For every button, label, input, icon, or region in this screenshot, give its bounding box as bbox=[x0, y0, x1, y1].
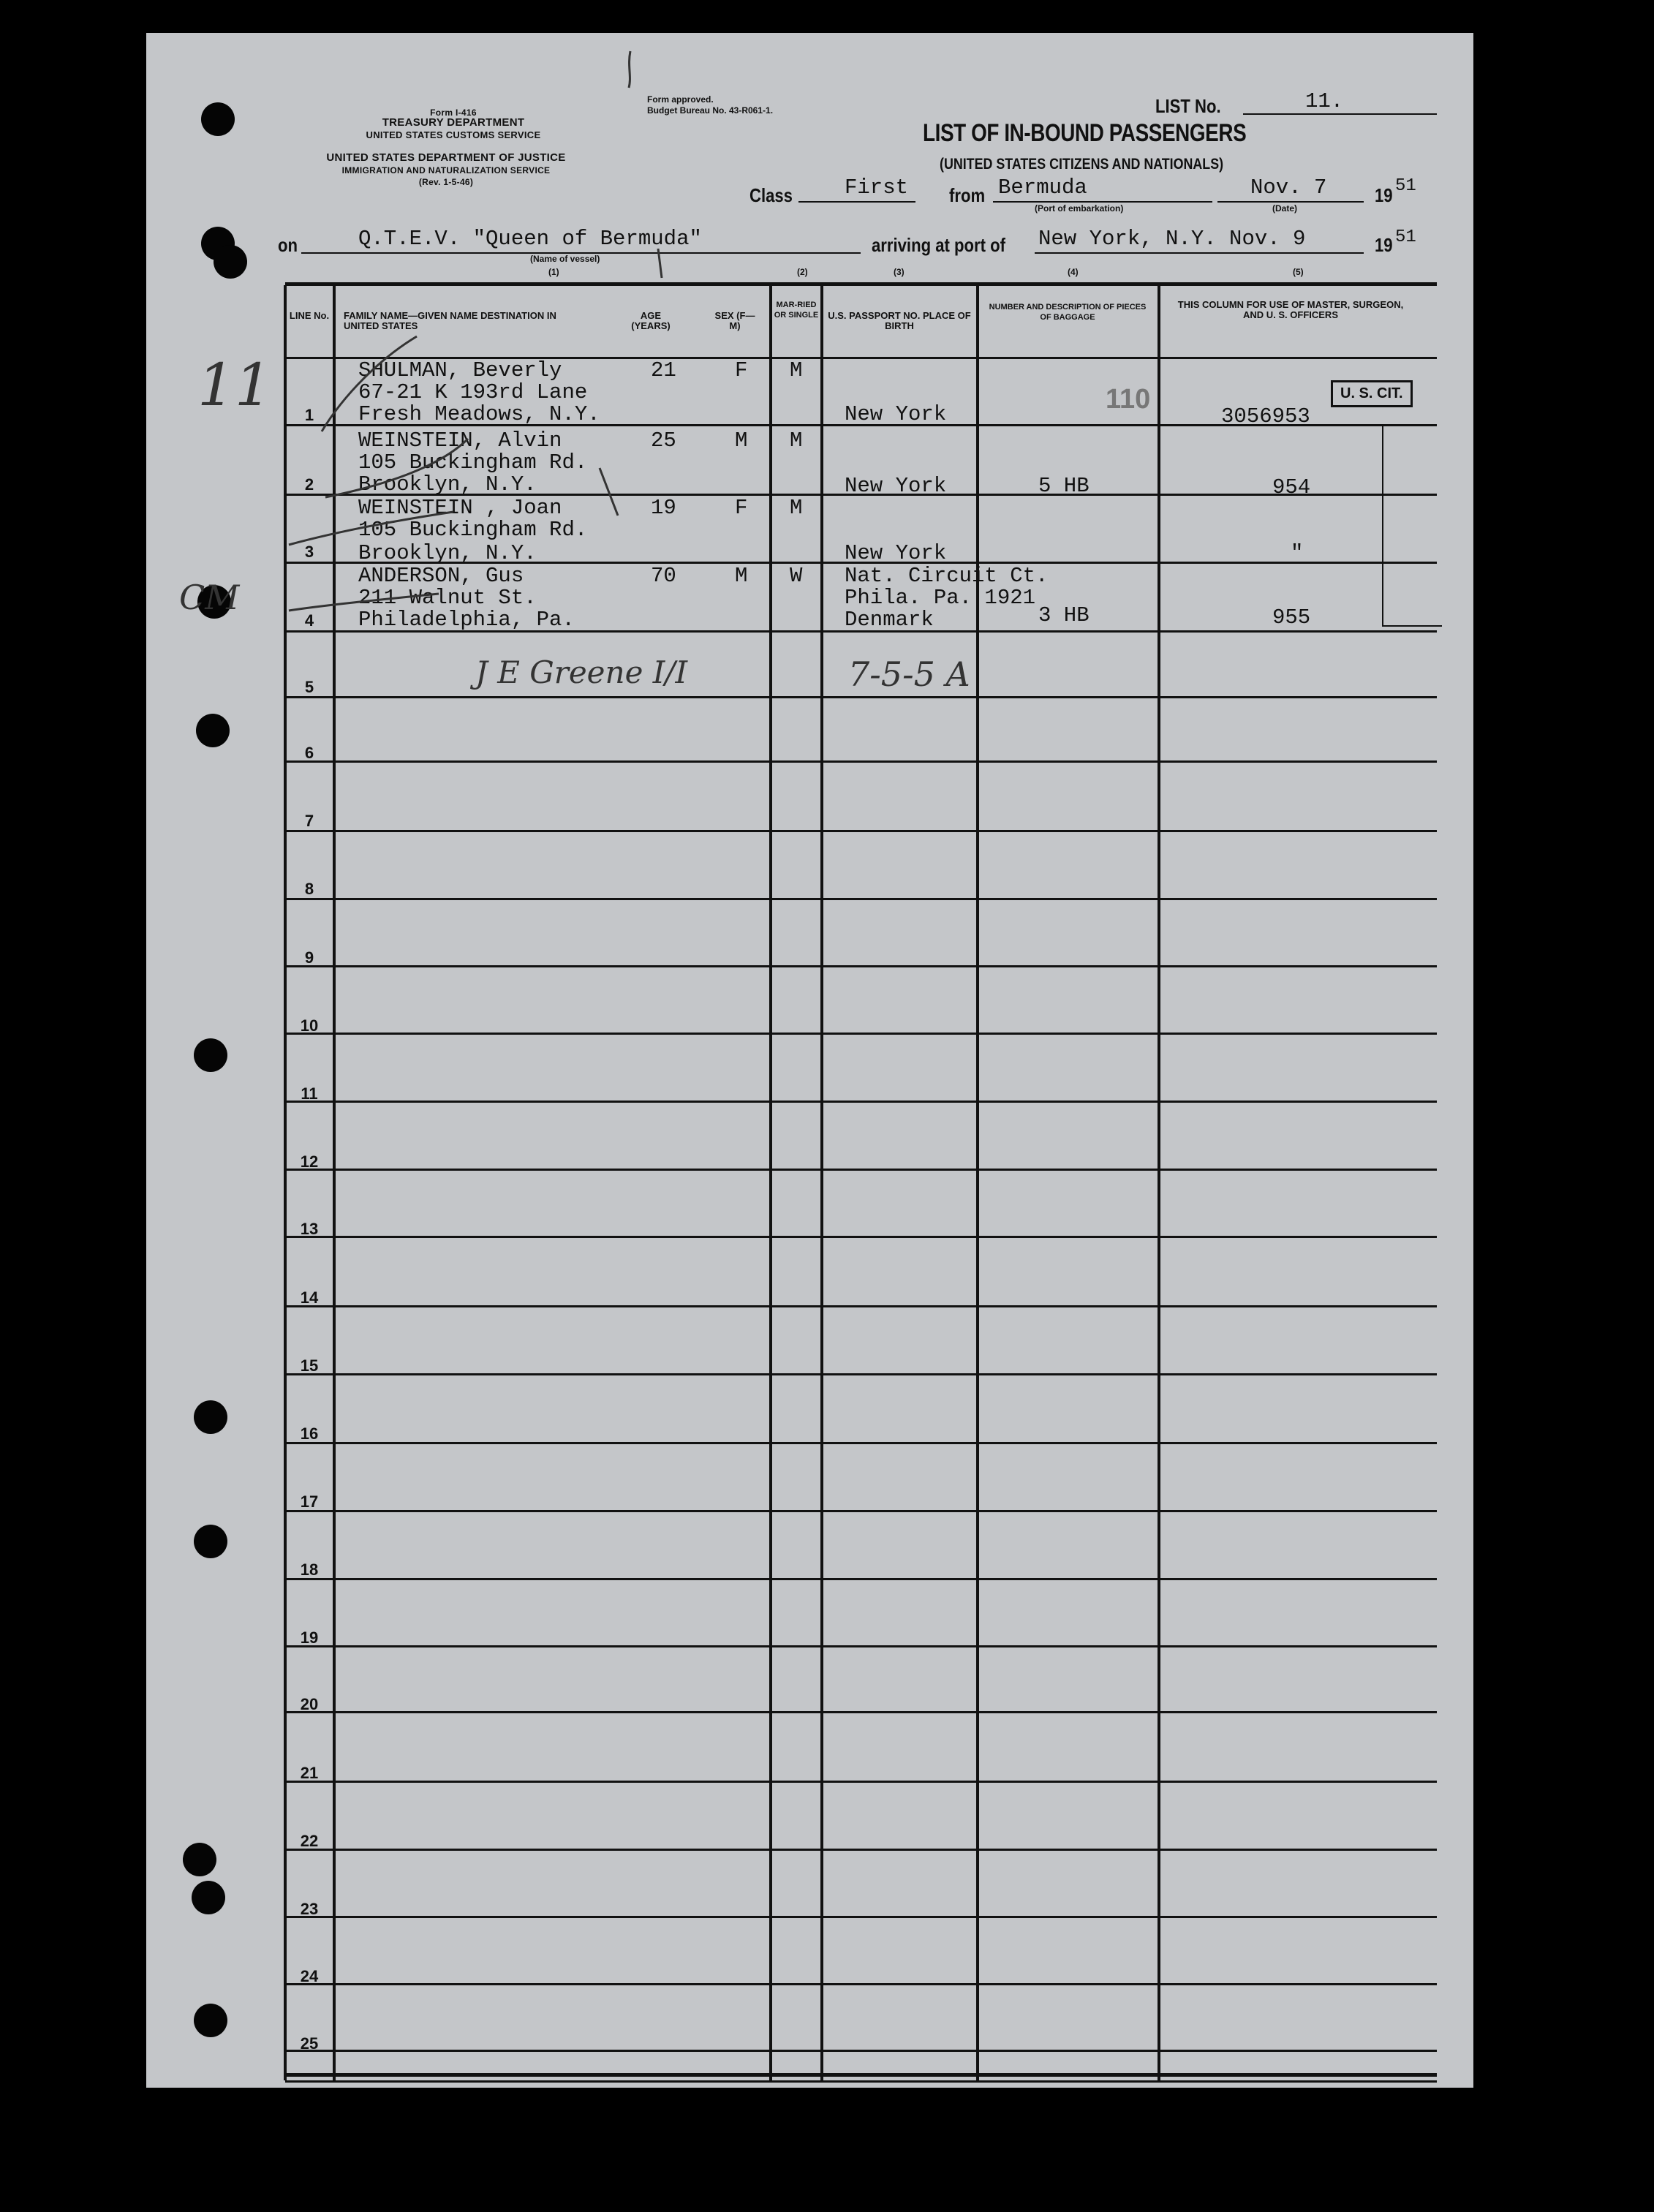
passenger-age: 70 bbox=[651, 564, 676, 588]
handwritten-margin-mark: 11 bbox=[197, 351, 272, 419]
passenger-officer-entry: 3056953 bbox=[1221, 404, 1310, 429]
check-mark bbox=[600, 468, 618, 516]
passenger-address: 105 Buckingham Rd. bbox=[358, 518, 588, 542]
passenger-officer-entry: 955 bbox=[1272, 605, 1311, 630]
on-label: on bbox=[278, 234, 298, 256]
arr-year-suffix: 51 bbox=[1395, 227, 1416, 247]
dept-justice: UNITED STATES DEPARTMENT OF JUSTICE bbox=[326, 151, 566, 164]
line-number: 21 bbox=[300, 1764, 319, 1782]
line-number: 11 bbox=[301, 1084, 318, 1103]
header-age: AGE (YEARS) bbox=[631, 310, 671, 331]
line-number: 6 bbox=[304, 744, 314, 762]
passenger-officer-entry: 954 bbox=[1272, 475, 1311, 499]
check-mark bbox=[629, 51, 630, 88]
form-subtitle: (UNITED STATES CITIZENS AND NATIONALS) bbox=[940, 156, 1224, 173]
col-number-1: (1) bbox=[548, 267, 559, 277]
vessel-note: (Name of vessel) bbox=[530, 254, 600, 264]
class-label: Class bbox=[749, 184, 793, 206]
check-mark bbox=[322, 336, 417, 431]
passenger-city: Philadelphia, Pa. bbox=[358, 608, 575, 632]
passenger-sex: F bbox=[735, 358, 748, 382]
passenger-baggage: 5 HB bbox=[1038, 474, 1090, 498]
passenger-address: 105 Buckingham Rd. bbox=[358, 450, 588, 475]
line-number: 16 bbox=[300, 1424, 319, 1443]
budget-bureau: Budget Bureau No. 43-R061-1. bbox=[647, 105, 774, 116]
passenger-sex: M bbox=[735, 429, 748, 453]
check-mark bbox=[658, 249, 662, 278]
passenger-name: WEINSTEIN , Joan bbox=[358, 496, 562, 520]
passenger-naturalization-place: Phila. Pa. 1921 bbox=[845, 586, 1036, 610]
line-number: 3 bbox=[304, 543, 314, 561]
line-number: 14 bbox=[300, 1288, 319, 1307]
line-number: 25 bbox=[300, 2034, 319, 2053]
line-number: 20 bbox=[300, 1695, 319, 1713]
passenger-sex: F bbox=[735, 496, 748, 520]
list-number-label: LIST No. bbox=[1155, 95, 1221, 117]
list-number: 11. bbox=[1305, 89, 1344, 113]
passenger-age: 19 bbox=[651, 496, 676, 520]
check-mark bbox=[325, 439, 468, 497]
passenger-city: Brooklyn, N.Y. bbox=[358, 541, 537, 565]
stamp-110: 110 bbox=[1106, 384, 1151, 415]
arr-year-prefix: 19 bbox=[1375, 234, 1393, 256]
date-note: (Date) bbox=[1272, 203, 1298, 214]
col-number-5: (5) bbox=[1293, 267, 1304, 277]
line-number: 4 bbox=[304, 611, 314, 630]
check-mark bbox=[289, 594, 439, 611]
passenger-age: 25 bbox=[651, 429, 676, 453]
arriving-label: arriving at port of bbox=[872, 234, 1005, 256]
line-number: 23 bbox=[300, 1900, 319, 1918]
us-citizen-stamp: U. S. CIT. bbox=[1331, 380, 1413, 407]
line-number: 2 bbox=[304, 475, 314, 494]
form-approved: Form approved. bbox=[647, 94, 714, 105]
passenger-name: WEINSTEIN, Alvin bbox=[358, 429, 562, 453]
passenger-marital: M bbox=[790, 496, 803, 520]
passenger-address: 67-21 K 193rd Lane bbox=[358, 380, 588, 404]
from-label: from bbox=[949, 184, 986, 206]
passenger-birthplace: New York bbox=[845, 541, 947, 565]
year-suffix: 51 bbox=[1395, 176, 1416, 196]
class-value: First bbox=[845, 175, 909, 200]
header-line-no: LINE No. bbox=[289, 310, 330, 321]
line-number: 8 bbox=[304, 880, 314, 898]
passenger-marital: M bbox=[790, 358, 803, 382]
arrival-port: New York, N.Y. Nov. 9 bbox=[1038, 227, 1306, 251]
passenger-marital: M bbox=[790, 429, 803, 453]
passenger-age: 21 bbox=[651, 358, 676, 382]
passenger-address: 211 Walnut St. bbox=[358, 586, 537, 610]
line-number: 1 bbox=[304, 406, 314, 424]
passenger-marital: W bbox=[790, 564, 803, 588]
header-passport: U.S. PASSPORT NO. PLACE OF BIRTH bbox=[828, 310, 971, 331]
passenger-name: ANDERSON, Gus bbox=[358, 564, 524, 588]
passenger-baggage: 3 HB bbox=[1038, 603, 1090, 627]
line-number: 18 bbox=[300, 1560, 319, 1579]
line-number: 7 bbox=[304, 812, 314, 830]
line-number: 17 bbox=[300, 1492, 319, 1511]
col-number-3: (3) bbox=[894, 267, 905, 277]
vessel-name: Q.T.E.V. "Queen of Bermuda" bbox=[358, 227, 702, 251]
dept-ins: IMMIGRATION AND NATURALIZATION SERVICE bbox=[341, 165, 551, 175]
line-number: 19 bbox=[300, 1628, 319, 1647]
handwritten-margin-initials: CM bbox=[179, 578, 240, 617]
header-married: MAR-RIED OR SINGLE bbox=[774, 301, 819, 320]
from-value: Bermuda bbox=[998, 175, 1087, 200]
passenger-city: Fresh Meadows, N.Y. bbox=[358, 402, 600, 426]
departure-date: Nov. 7 bbox=[1250, 175, 1327, 200]
col-number-4: (4) bbox=[1068, 267, 1079, 277]
handwritten-number: 7-5-5 A bbox=[848, 654, 970, 694]
line-number: 15 bbox=[300, 1356, 319, 1375]
passenger-officer-entry: " bbox=[1291, 541, 1304, 565]
passenger-name: SHULMAN, Beverly bbox=[358, 358, 562, 382]
header-officers: THIS COLUMN FOR USE OF MASTER, SURGEON, AND U. S. OFFICERS bbox=[1177, 299, 1404, 320]
line-number: 12 bbox=[300, 1152, 319, 1171]
line-number: 5 bbox=[304, 678, 314, 696]
header-name: FAMILY NAME—GIVEN NAME DESTINATION IN UNITED STATES bbox=[344, 310, 556, 331]
form-number: Form I-416 bbox=[430, 107, 477, 118]
col-number-2: (2) bbox=[797, 267, 808, 277]
port-embarkation-note: (Port of embarkation) bbox=[1035, 203, 1124, 214]
line-number: 13 bbox=[300, 1220, 319, 1238]
passenger-birthplace: New York bbox=[845, 474, 947, 498]
passenger-birthplace: New York bbox=[845, 402, 947, 426]
dept-customs: UNITED STATES CUSTOMS SERVICE bbox=[366, 129, 541, 140]
line-number: 9 bbox=[304, 948, 314, 967]
line-number: 24 bbox=[300, 1967, 319, 1985]
passenger-city: Brooklyn, N.Y. bbox=[358, 472, 537, 497]
header-sex: SEX (F—M) bbox=[714, 310, 755, 331]
dept-treasury: TREASURY DEPARTMENT bbox=[382, 116, 525, 129]
check-mark bbox=[289, 512, 453, 545]
passenger-birthplace: Denmark bbox=[845, 608, 934, 632]
line-number: 10 bbox=[300, 1016, 319, 1035]
handwritten-signature: J E Greene I/I bbox=[475, 654, 688, 690]
year-prefix: 19 bbox=[1375, 184, 1393, 206]
form-title: LIST OF IN-BOUND PASSENGERS bbox=[923, 119, 1247, 147]
passenger-sex: M bbox=[735, 564, 748, 588]
line-number: 22 bbox=[300, 1832, 319, 1850]
header-baggage: NUMBER AND DESCRIPTION OF PIECES OF BAGGAGE bbox=[989, 303, 1147, 322]
passenger-naturalization: Nat. Circuit Ct. bbox=[845, 564, 1049, 588]
form-revision: (Rev. 1-5-46) bbox=[418, 177, 474, 187]
